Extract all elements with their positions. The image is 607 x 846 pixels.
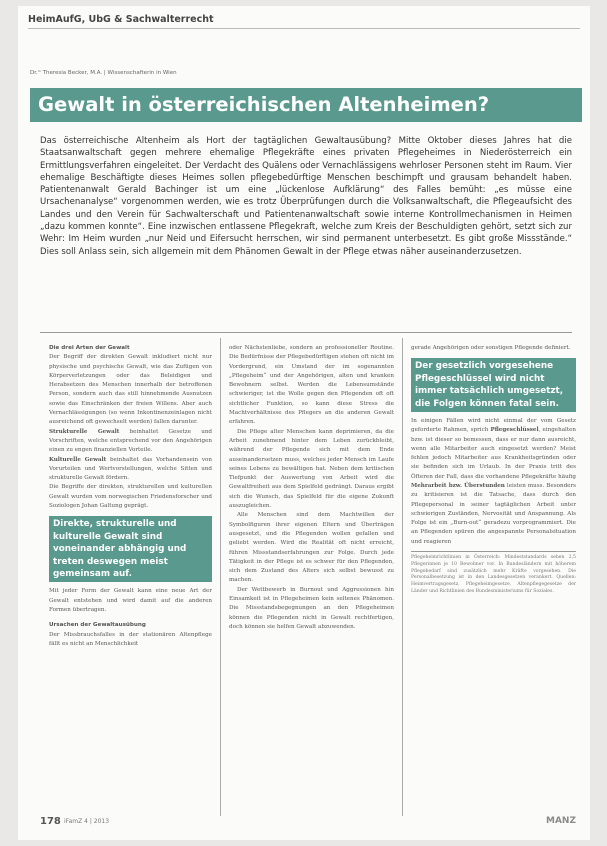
lead-paragraph: Das österreichische Altenheim als Hort der tagtäglichen Gewaltausübung? Mitte Oktober dieses Jahres hat die Staatsanwaltschaft gegen mehrere ehemalige Pflegekräfte eines privaten Pflegeheimes in Niederösterreich ein Ermittlungsverfahren eingeleitet. Der Verdacht des Quälens oder Vernachlässigens wehrloser Personen steht im Raum. Vier ehemalige Beschäftigte dieses Heimes sollen pflegebedürftige Menschen beschimpft und grausam behandelt haben. Patientenanwalt Gerald Bachinger ist um eine „lückenlose Aufklärung“ des Falles bemüht: „es müsse eine Ursachenanalyse“ vorgenommen werden, wie es trotz Überprüfungen durch die Volksanwaltschaft, die Pflegeaufsicht des Landes und den Verein für Sachwalterschaft und Patientenanwaltschaft sowie interne Kontrollmechanismen in Heimen „dazu kommen konnte“. Eine inzwischen entlassene Pflegekraft, welche zum Kreis der Beschuldigten gehört, setzt sich zur Wehr: Im Heim wurden „nur Neid und Eifersucht herrschen, wir sind permanent unterbesetzt. Es gibt große Missstände.“ Dies soll Anlass sein, sich allgemein mit dem Phänomen Gewalt in der Pflege etwas näher auseinanderzusetzen.	[40, 136, 572, 257]
body-text: , eingehalten bzw. ist dieser so bemessen, dass er nur dann ausreicht, wenn alle Mitarbeiter auch eingesetzt werden? Meist fehlen jedoch Mitarbeiter aus Krankheitsgründen oder sie befinden sich im Urlaub. In der Praxis tritt des Öfteren der Fall, dass die vorhandene Pflegekräfte häufig	[411, 427, 576, 480]
publisher-logo: MANZ	[546, 816, 576, 826]
text-column-1	[49, 344, 212, 814]
body-paragraph: Mit jeder Form der Gewalt kann eine neue Art der Gewalt entstehen und wird damit auf die anderen Formen übertragen.	[49, 588, 212, 613]
text-column-2	[229, 344, 394, 814]
section-divider	[40, 332, 572, 333]
column-divider	[402, 338, 403, 816]
term-cultural-violence: Kulturelle Gewalt	[49, 456, 107, 463]
running-header: HeimAufG, UbG & Sachwalterrecht	[28, 14, 580, 29]
article-lead	[40, 135, 572, 258]
body-paragraph: Der Begriff der direkten Gewalt inkludiert nicht nur physische und psychische Gewalt, wie das Zufügen von Körperverletzungen oder das Beleidigen und Herabsetzen des Menschen innerhalb der betroffenen Person, sondern auch das still hinnehmende Ausnutzen sowie das Einschränken der freien Willens. Aber auch Vernachlässigungen (so wenn Inkontinenzeinlagen nicht ausreichend oft gewechselt werden) fallen darunter.	[49, 354, 212, 426]
body-paragraph: Der Wettbewerb in Burnout und Aggressionen hin Einsamkeit ist in Pflegeheimen kein seltenes Phänomen. Die Missstandsbegegnungen an den Pflegeheimen können die Pflegenden nicht in Gewalt rechtfertigen, doch können sie helfen Gewalt abzuwenden.	[229, 586, 394, 630]
body-paragraph: Alle Menschen sind dem Machtwillen der Symbolfiguren ihrer eigenen Eltern und Überträgen ausgesetzt, und die Pflegenden wollen gefallen und geliebt werden. Wird die Realität oft nicht erreicht, führen Missstandserfahrungen zur Folge. Durch jede Tätigkeit in der Pflege ist es schwer für den Pflegenden, sich dem Zustand des Alters sich selbst bewusst zu machen.	[229, 512, 394, 584]
body-paragraph: gerade Angehörigen oder sonstigen Pflegende definiert.	[411, 345, 571, 351]
term-structural-violence: Strukturelle Gewalt	[49, 428, 120, 435]
pull-quote: Der gesetzlich vorgesehene Pflegeschlüssel wird nicht immer tatsächlich umgesetzt, die Folgen können fatal sein.	[411, 358, 576, 412]
page-number: 178	[40, 816, 61, 827]
issue-info: iFamZ 4 | 2013	[64, 818, 110, 825]
body-paragraph	[411, 417, 576, 547]
article-authors: Dr.ⁱⁿ Theresia Becker, M.A. | Wissenschafterin in Wien	[30, 70, 177, 76]
journal-page	[18, 6, 590, 840]
article-title: Gewalt in österreichischen Altenheimen?	[30, 88, 582, 122]
body-paragraph	[49, 428, 212, 456]
body-paragraph: oder Nächstenliebe, sondern an professioneller Routine. Die Bedürfnisse der Pflegebedürftigen stehen oft nicht im Vordergrund, ein Umstand der im sogenannten „Pflegeheim“ und der Angehörigen, alten und kranken Bewohnern selbst. Werden die Lebensumstände schwieriger, ist die Wolle gegen den Pflegenden oft oft sichtlicher Funktion, so kann diese Stress die Machtverhältnisse des Pflegers an die anderen Gewalt erfahren.	[229, 345, 394, 426]
body-text: In einigen Fällen wird nicht einmal der vom Gesetz geforderte Rahmen, sprich	[411, 417, 576, 434]
pull-quote: Direkte, strukturelle und kulturelle Gewalt sind voneinander abhängig und treten deswegen meist gemeinsam auf.	[49, 516, 212, 582]
body-text: leisten muss. Besonders zu kritisieren ist die Tatsache, dass durch den Pflegepersonal in seiner tagtäglichen Arbeit unter schwierigen Zuständen, Nervosität und Anspannung. Als Folge ist ein „Burn-out“ geradezu vorprogrammiert. Die an Pflegenden spüren die angespannte Personalsituation und reagieren	[411, 483, 576, 545]
column-divider	[220, 338, 221, 816]
body-paragraph: Der Missbrauchsfalles in der stationären Altenpflege fällt es nicht an Menschlichkeit	[49, 631, 212, 647]
body-paragraph: Die Pflege alter Menschen kann deprimieren, da die Arbeit zunehmend hinter dem Leben zurückbleibt, während der Pflegende sich mit dem Ende auseinandersetzen muss, welches jeder Mensch im Laufe seines Lebens zu bewältigen hat. Neben dem kritischen Tiefpunkt der Auswertung von Arbeit wird die Gewaltfreiheit aus dem Spielfeld gedrängt. Daraus ergibt sich die Wunsch, das Spielfeld für die eigene Zukunft auszugleichen.	[229, 428, 394, 510]
section-heading: Die drei Arten der Gewalt	[49, 345, 130, 351]
body-text: beinhaltet das Vorhandensein von Vorurteilen und Wertvorstellungen, welche Sitten und strukturelle Gewalt fördern.	[49, 456, 212, 482]
body-paragraph	[49, 456, 212, 484]
body-text: beinhaltet Gesetze und Vorschriften, welche entsprechend vor den Angehörigen einen zu engen finanziellen Vorteile.	[49, 428, 212, 454]
term-care-ratio: Pflegeschlüssel	[490, 427, 539, 434]
footnote: Pflegeheimrichtlinien in Österreich: Mindeststandards sehen 2,5 Pflegerinnen je 10 Bewohner vor. In Bundesländern mit höherem Pflegebedarf sind zusätzlich mehr Kräfte vorgesehen. Die Personalbesetzung ist in den Landesgesetzen verankert. Quellen: Heimvertragsgesetz, Pflegeheimgesetze, Altenpflegegesetze der Länder und Richtlinien des Bundesministeriums für Soziales.	[411, 551, 576, 596]
term-overtime: Mehrarbeit bzw. Überstunden	[411, 483, 505, 489]
page-footer	[30, 814, 582, 830]
body-paragraph: Die Begriffe der direkten, strukturellen und kulturellen Gewalt wurden vom norwegischen Friedensforscher und Soziologen Johan Galtung geprägt.	[49, 484, 212, 510]
text-column-3	[411, 344, 576, 814]
section-heading: Ursachen der Gewaltausübung	[49, 622, 146, 629]
